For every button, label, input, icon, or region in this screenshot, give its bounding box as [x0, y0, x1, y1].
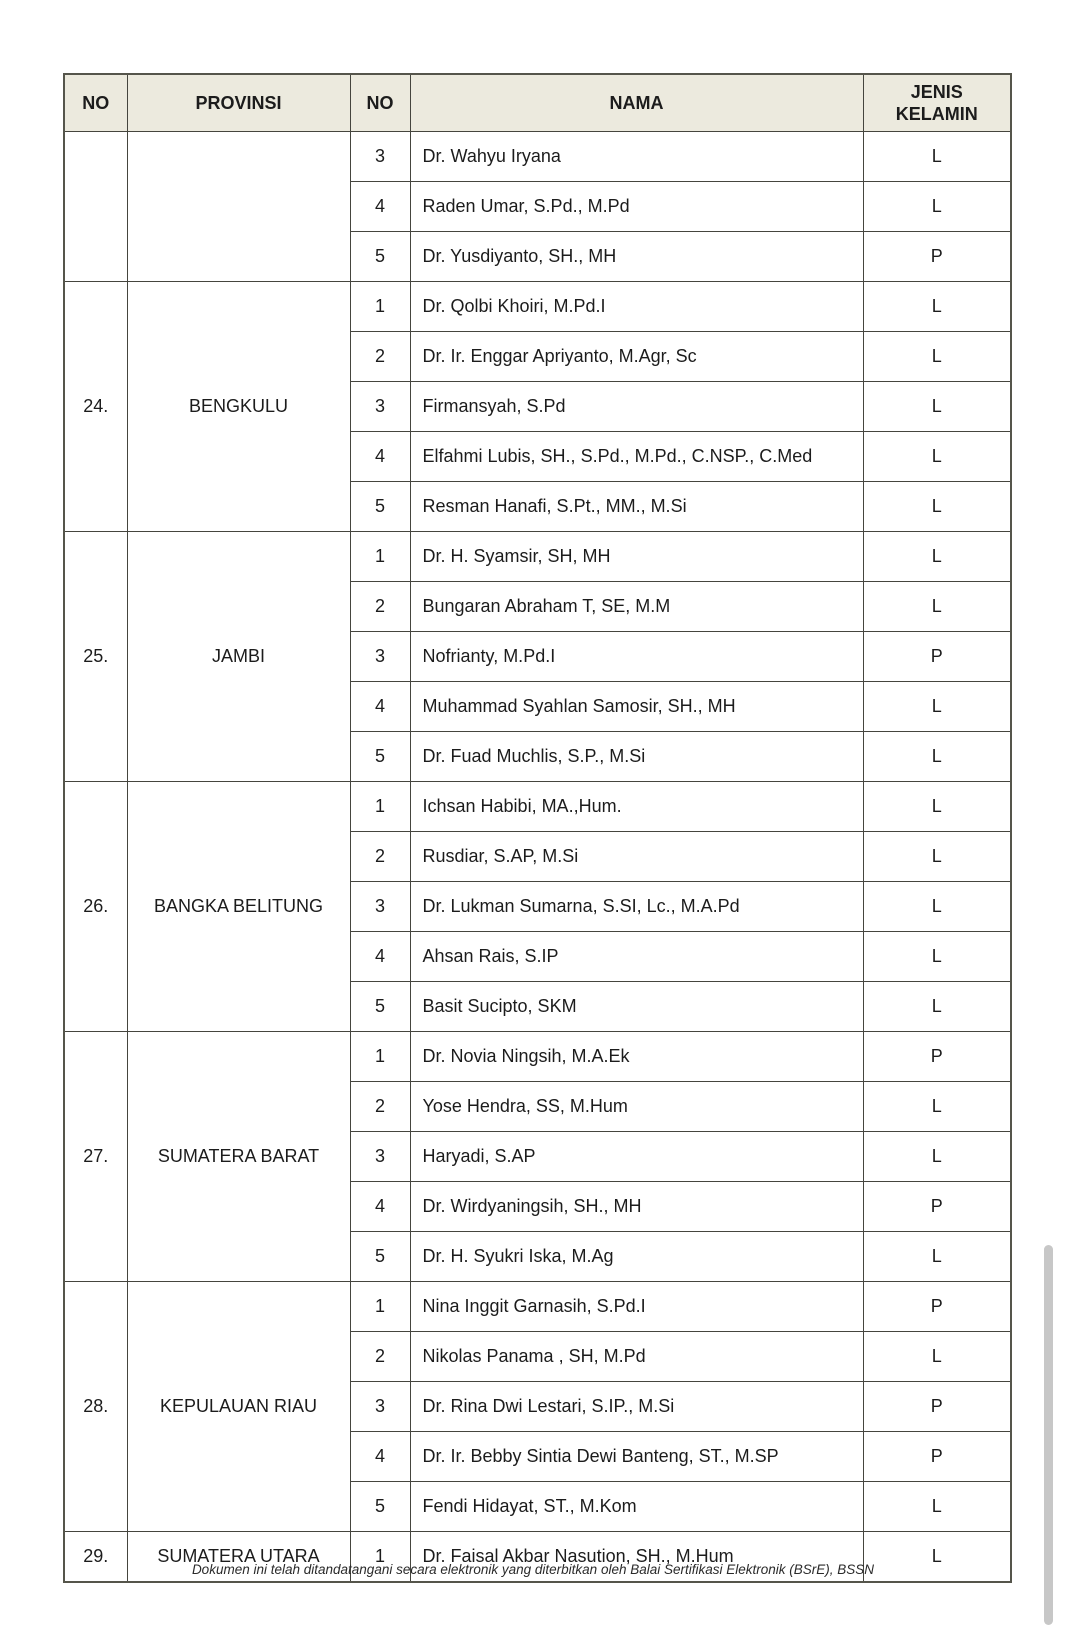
- member-number-cell: 4: [350, 682, 410, 732]
- province-number-cell: 28.: [64, 1282, 127, 1532]
- member-number-cell: 5: [350, 1232, 410, 1282]
- gender-cell: L: [863, 132, 1011, 182]
- member-number-cell: 1: [350, 1532, 410, 1583]
- member-number-cell: 1: [350, 782, 410, 832]
- gender-cell: L: [863, 882, 1011, 932]
- member-name-cell: Dr. Faisal Akbar Nasution, SH., M.Hum: [410, 1532, 863, 1583]
- gender-cell: L: [863, 1082, 1011, 1132]
- province-number-cell: 26.: [64, 782, 127, 1032]
- gender-cell: L: [863, 382, 1011, 432]
- member-name-cell: Fendi Hidayat, ST., M.Kom: [410, 1482, 863, 1532]
- header-no-member: NO: [350, 74, 410, 132]
- province-roster-table: [63, 73, 1012, 1583]
- gender-cell: P: [863, 632, 1011, 682]
- member-number-cell: 4: [350, 932, 410, 982]
- table-header-row: [64, 74, 1011, 132]
- gender-cell: L: [863, 532, 1011, 582]
- gender-cell: P: [863, 1032, 1011, 1082]
- member-name-cell: Raden Umar, S.Pd., M.Pd: [410, 182, 863, 232]
- gender-cell: L: [863, 932, 1011, 982]
- province-name-cell: SUMATERA UTARA: [127, 1532, 350, 1583]
- gender-cell: L: [863, 732, 1011, 782]
- gender-cell: L: [863, 482, 1011, 532]
- province-name-cell: SUMATERA BARAT: [127, 1032, 350, 1282]
- member-name-cell: Muhammad Syahlan Samosir, SH., MH: [410, 682, 863, 732]
- member-name-cell: Dr. Wahyu Iryana: [410, 132, 863, 182]
- member-number-cell: 5: [350, 1482, 410, 1532]
- member-number-cell: 5: [350, 482, 410, 532]
- member-number-cell: 3: [350, 882, 410, 932]
- member-name-cell: Dr. Qolbi Khoiri, M.Pd.I: [410, 282, 863, 332]
- member-name-cell: Ichsan Habibi, MA.,Hum.: [410, 782, 863, 832]
- electronic-signature-footnote: Dokumen ini telah ditandatangani secara elektronik yang diterbitkan oleh Balai Sertifikasi Elektronik (BSrE), BSSN: [191, 1562, 875, 1577]
- gender-cell: P: [863, 1432, 1011, 1482]
- gender-cell: L: [863, 432, 1011, 482]
- gender-cell: L: [863, 282, 1011, 332]
- gender-cell: L: [863, 182, 1011, 232]
- member-number-cell: 1: [350, 532, 410, 582]
- member-name-cell: Elfahmi Lubis, SH., S.Pd., M.Pd., C.NSP., C.Med: [410, 432, 863, 482]
- member-name-cell: Resman Hanafi, S.Pt., MM., M.Si: [410, 482, 863, 532]
- member-name-cell: Dr. Yusdiyanto, SH., MH: [410, 232, 863, 282]
- gender-cell: L: [863, 582, 1011, 632]
- gender-cell: L: [863, 1532, 1011, 1583]
- header-nama: NAMA: [410, 74, 863, 132]
- member-number-cell: 3: [350, 632, 410, 682]
- member-number-cell: 2: [350, 1332, 410, 1382]
- member-number-cell: 4: [350, 182, 410, 232]
- gender-cell: P: [863, 232, 1011, 282]
- member-name-cell: Ahsan Rais, S.IP: [410, 932, 863, 982]
- member-name-cell: Dr. H. Syukri Iska, M.Ag: [410, 1232, 863, 1282]
- member-name-cell: Dr. H. Syamsir, SH, MH: [410, 532, 863, 582]
- gender-cell: P: [863, 1282, 1011, 1332]
- member-number-cell: 1: [350, 282, 410, 332]
- member-name-cell: Dr. Wirdyaningsih, SH., MH: [410, 1182, 863, 1232]
- province-number-cell: 25.: [64, 532, 127, 782]
- member-name-cell: Dr. Fuad Muchlis, S.P., M.Si: [410, 732, 863, 782]
- member-number-cell: 1: [350, 1282, 410, 1332]
- member-number-cell: 2: [350, 332, 410, 382]
- province-name-cell: BENGKULU: [127, 282, 350, 532]
- vertical-scrollbar-thumb[interactable]: [1044, 1245, 1053, 1625]
- gender-cell: L: [863, 682, 1011, 732]
- member-number-cell: 5: [350, 232, 410, 282]
- gender-cell: P: [863, 1382, 1011, 1432]
- member-number-cell: 2: [350, 832, 410, 882]
- gender-cell: L: [863, 782, 1011, 832]
- province-name-cell: KEPULAUAN RIAU: [127, 1282, 350, 1532]
- member-name-cell: Yose Hendra, SS, M.Hum: [410, 1082, 863, 1132]
- member-name-cell: Dr. Ir. Enggar Apriyanto, M.Agr, Sc: [410, 332, 863, 382]
- table-row: [64, 132, 1011, 182]
- gender-cell: L: [863, 1482, 1011, 1532]
- table-row: [64, 782, 1011, 832]
- member-name-cell: Rusdiar, S.AP, M.Si: [410, 832, 863, 882]
- gender-cell: L: [863, 1132, 1011, 1182]
- member-number-cell: 4: [350, 1182, 410, 1232]
- member-number-cell: 1: [350, 1032, 410, 1082]
- member-name-cell: Dr. Lukman Sumarna, S.SI, Lc., M.A.Pd: [410, 882, 863, 932]
- member-number-cell: 4: [350, 432, 410, 482]
- member-name-cell: Dr. Rina Dwi Lestari, S.IP., M.Si: [410, 1382, 863, 1432]
- member-number-cell: 3: [350, 132, 410, 182]
- header-jenis-kelamin: JENIS KELAMIN: [863, 74, 1011, 132]
- member-number-cell: 3: [350, 382, 410, 432]
- province-number-cell: [64, 132, 127, 282]
- province-number-cell: 24.: [64, 282, 127, 532]
- gender-cell: L: [863, 832, 1011, 882]
- member-name-cell: Dr. Ir. Bebby Sintia Dewi Banteng, ST., M.SP: [410, 1432, 863, 1482]
- member-number-cell: 2: [350, 1082, 410, 1132]
- province-number-cell: 27.: [64, 1032, 127, 1282]
- member-number-cell: 5: [350, 982, 410, 1032]
- table-row: [64, 1282, 1011, 1332]
- member-number-cell: 3: [350, 1132, 410, 1182]
- member-name-cell: Firmansyah, S.Pd: [410, 382, 863, 432]
- member-number-cell: 2: [350, 582, 410, 632]
- member-name-cell: Nikolas Panama , SH, M.Pd: [410, 1332, 863, 1382]
- province-name-cell: [127, 132, 350, 282]
- member-name-cell: Dr. Novia Ningsih, M.A.Ek: [410, 1032, 863, 1082]
- member-number-cell: 5: [350, 732, 410, 782]
- table-row: [64, 1032, 1011, 1082]
- member-name-cell: Bungaran Abraham T, SE, M.M: [410, 582, 863, 632]
- member-name-cell: Haryadi, S.AP: [410, 1132, 863, 1182]
- province-number-cell: 29.: [64, 1532, 127, 1583]
- gender-cell: L: [863, 332, 1011, 382]
- gender-cell: L: [863, 1232, 1011, 1282]
- gender-cell: L: [863, 982, 1011, 1032]
- gender-cell: P: [863, 1182, 1011, 1232]
- table-row: [64, 532, 1011, 582]
- header-provinsi: PROVINSI: [127, 74, 350, 132]
- header-no-province: NO: [64, 74, 127, 132]
- province-name-cell: BANGKA BELITUNG: [127, 782, 350, 1032]
- member-number-cell: 3: [350, 1382, 410, 1432]
- member-name-cell: Nofrianty, M.Pd.I: [410, 632, 863, 682]
- province-name-cell: JAMBI: [127, 532, 350, 782]
- table-row: [64, 282, 1011, 332]
- member-name-cell: Nina Inggit Garnasih, S.Pd.I: [410, 1282, 863, 1332]
- gender-cell: L: [863, 1332, 1011, 1382]
- member-number-cell: 4: [350, 1432, 410, 1482]
- table-body: [64, 132, 1011, 1583]
- member-name-cell: Basit Sucipto, SKM: [410, 982, 863, 1032]
